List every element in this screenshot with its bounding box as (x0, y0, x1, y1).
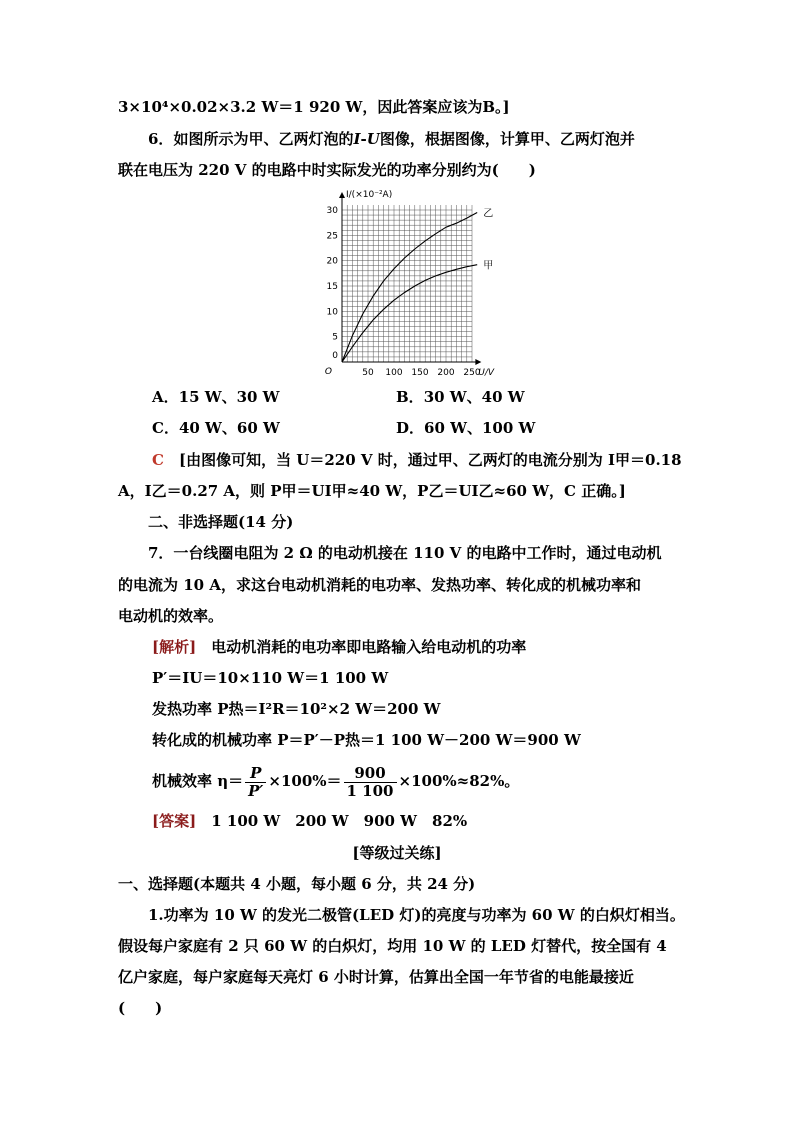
option-c: C．40 W、60 W (152, 419, 280, 437)
fraction-p-over-pprime: $\frac{P}{P'}$ (245, 765, 266, 800)
q1-line3: 亿户家庭，每户家庭每天亮灯 6 小时计算，估算出全国一年节省的电能最接近 (118, 968, 634, 986)
q6-explanation-text1: [由图像可知，当 U＝220 V 时，通过甲、乙两灯的电流分别为 I甲＝0.18 (178, 451, 682, 469)
y-tick-label: 5 (332, 332, 338, 343)
q6-symbol-u: U (366, 130, 380, 148)
x-tick-label: 50 (362, 368, 374, 378)
q7-analysis (152, 637, 526, 657)
option-a: A．15 W、30 W (152, 388, 280, 406)
x-tick-label: 150 (411, 368, 429, 378)
series-label: 乙 (483, 208, 494, 220)
answer-tag: [答案] (152, 812, 197, 830)
y-tick-label: 25 (326, 231, 338, 242)
level-title: [等级过关练] (352, 844, 442, 862)
fraction-900-over-1100: $\frac{900}{1 100}$ (344, 765, 397, 800)
section2-heading: 二、非选择题(14 分) (148, 513, 294, 531)
y-tick-label: 0 (332, 351, 338, 361)
q7-line2: 的电流为 10 A，求这台电动机消耗的电功率、发热功率、转化成的机械功率和 (118, 576, 641, 594)
q6-answer-letter: C (152, 451, 164, 469)
section3-heading: 一、选择题(本题共 4 小题，每小题 6 分，共 24 分) (118, 875, 476, 893)
origin-label: O (324, 367, 332, 377)
option-b: B．30 W、40 W (396, 388, 525, 406)
q6-dash: - (360, 130, 367, 148)
q6-explanation-line2: A，I乙＝0.27 A，则 P甲＝UI甲≈40 W，P乙＝UI乙≈60 W，C 正确。] (118, 482, 626, 500)
x-tick-label: 100 (385, 368, 403, 378)
y-tick-label: 15 (326, 282, 338, 292)
answer-text: 1 100 W 200 W 900 W 82% (211, 812, 468, 830)
x-axis-arrow (475, 359, 481, 365)
analysis-tag: [解析] (152, 638, 197, 656)
analysis-text: 电动机消耗的电功率即电路输入给电动机的功率 (211, 638, 527, 656)
y-tick-label: 10 (326, 307, 338, 318)
chart-grid (342, 205, 472, 362)
q6-line1 (148, 129, 635, 149)
equation-mech-power: 转化成的机械功率 P＝P′－P热＝1 100 W－200 W＝900 W (152, 731, 581, 749)
equation-heat-power: 发热功率 P热＝I²R＝10²×2 W＝200 W (152, 700, 441, 718)
q7-line1: 7．一台线圈电阻为 2 Ω 的电动机接在 110 V 的电路中工作时，通过电动机 (148, 544, 662, 562)
q6-explanation-line1 (152, 450, 682, 470)
q1-line2: 假设每户家庭有 2 只 60 W 的白炽灯，均用 10 W 的 LED 灯替代，按全国有 4 (118, 937, 667, 955)
y-axis-arrow (339, 192, 345, 198)
x-axis-label: U/V (478, 368, 495, 378)
q6-line2: 联在电压为 220 V 的电路中时实际发光的功率分别约为( ) (118, 161, 536, 179)
q7-answer (152, 811, 467, 831)
q6-symbol-i: I (353, 130, 361, 148)
q6-text-a: 如图所示为甲、乙两灯泡的 (173, 130, 354, 148)
option-d: D．60 W、100 W (396, 419, 536, 437)
y-tick-label: 20 (326, 256, 338, 267)
y-tick-label: 30 (326, 206, 338, 216)
iu-chart (318, 184, 508, 379)
x-tick-label: 200 (437, 368, 455, 378)
q7-line3: 电动机的效率。 (118, 607, 224, 625)
q6-number: 6． (148, 130, 174, 148)
q6-text-b: 图像，根据图像，计算甲、乙两灯泡并 (379, 130, 635, 148)
y-axis-label: I/(×10⁻²A) (346, 190, 393, 200)
q1-line1: 1.功率为 10 W 的发光二极管(LED 灯)的亮度与功率为 60 W 的白炽灯相当。 (148, 906, 685, 924)
x-tick-label: 250 (463, 368, 481, 378)
q1-line4: ( ) (118, 999, 163, 1017)
series-label: 甲 (483, 260, 494, 272)
equation-input-power: P′＝IU＝10×110 W＝1 100 W (152, 669, 389, 687)
equation-efficiency: 机械效率 η＝ $\frac{P}{P'}$ ×100%＝ $\frac{900}{1 100}$ ×100%≈82%。 (152, 763, 520, 800)
previous-answer-end: 3×10⁴×0.02×3.2 W＝1 920 W，因此答案应该为B。] (118, 98, 510, 116)
